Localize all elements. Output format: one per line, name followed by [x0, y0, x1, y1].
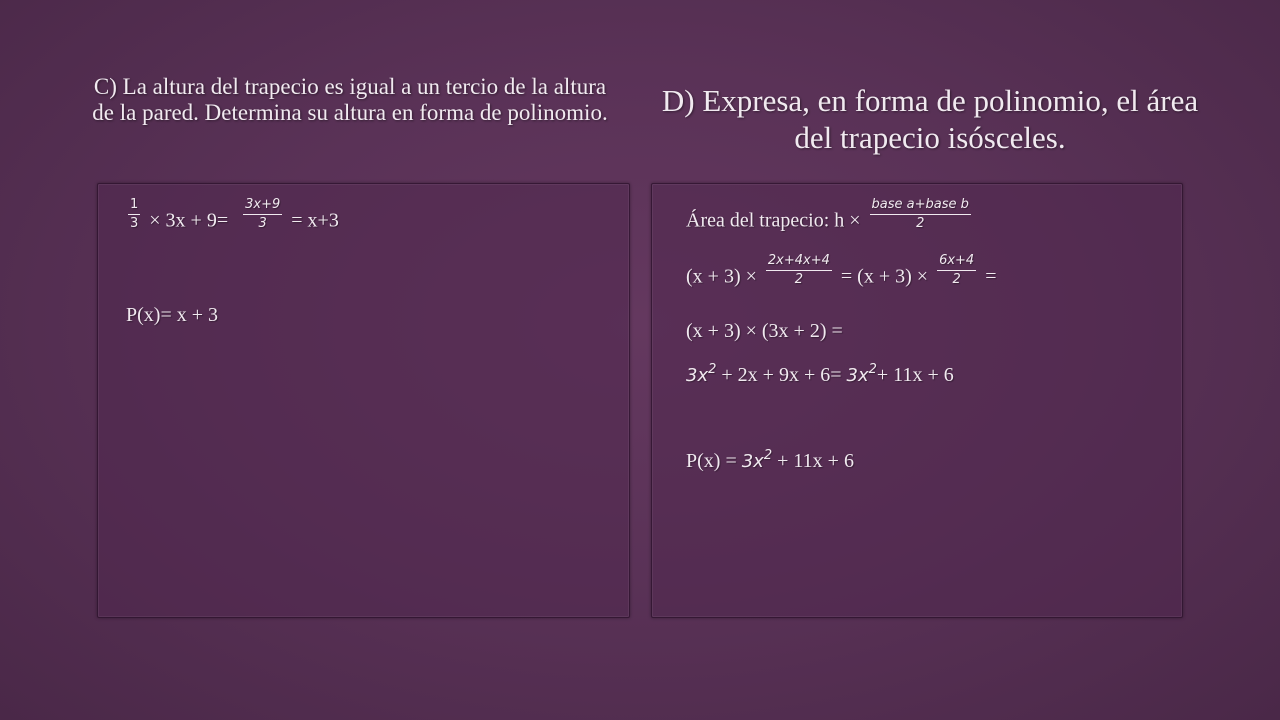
- equation-height-line: [124, 197, 339, 238]
- fraction-denominator: 2: [916, 215, 925, 231]
- fraction-6x-4: [937, 254, 976, 286]
- equation-text: (x + 3) ×: [686, 265, 757, 288]
- fraction-denominator: 3: [130, 215, 139, 231]
- result-polynomial-c: P(x)= x + 3: [126, 304, 219, 326]
- equation-text: =: [985, 265, 997, 288]
- heading-part-c: C) La altura del trapecio es igual a un tercio de la altura de la pared. Determina su altura en forma de polinomio.: [92, 74, 608, 125]
- equation-text: + 11x + 6: [876, 364, 954, 386]
- math-term: 3x: [741, 451, 764, 472]
- exponent: 2: [708, 362, 717, 377]
- product-line: (x + 3) × (3x + 2) =: [686, 320, 843, 342]
- fraction-2x-4x-4: [766, 254, 832, 286]
- exponent: 2: [763, 448, 773, 463]
- fraction-3x-plus-9: [243, 198, 282, 230]
- equation-text: × 3x + 9=: [149, 209, 229, 232]
- fraction-numerator: base a+base b: [870, 198, 971, 215]
- panel-part-c: [97, 183, 630, 618]
- area-formula-line: [686, 197, 975, 238]
- equation-text: P(x) =: [686, 450, 742, 472]
- equation-text: + 2x + 9x + 6=: [716, 364, 847, 386]
- substitution-line: [686, 253, 997, 294]
- fraction-one-third: [128, 198, 140, 230]
- fraction-numerator: 3x+9: [243, 198, 282, 215]
- fraction-denominator: 2: [794, 271, 804, 287]
- exponent: 2: [868, 362, 877, 377]
- fraction-numerator: 2x+4x+4: [766, 254, 832, 271]
- math-term: 3x: [686, 365, 709, 386]
- fraction-numerator: 1: [128, 198, 140, 215]
- math-term: 3x: [846, 365, 869, 386]
- equation-text: + 11x + 6: [772, 450, 854, 472]
- equation-text: = (x + 3) ×: [840, 265, 929, 288]
- fraction-bases-over-2: [870, 198, 971, 230]
- expansion-line: [686, 362, 954, 387]
- heading-part-d: D) Expresa, en forma de polinomio, el área del trapecio isósceles.: [661, 83, 1199, 156]
- result-polynomial-d: [686, 448, 854, 473]
- fraction-denominator: 2: [952, 271, 961, 287]
- panel-part-d: [651, 183, 1183, 618]
- fraction-numerator: 6x+4: [937, 254, 976, 271]
- equation-text: Área del trapecio: h ×: [686, 209, 861, 232]
- fraction-denominator: 3: [258, 215, 267, 231]
- equation-text: = x+3: [291, 209, 339, 232]
